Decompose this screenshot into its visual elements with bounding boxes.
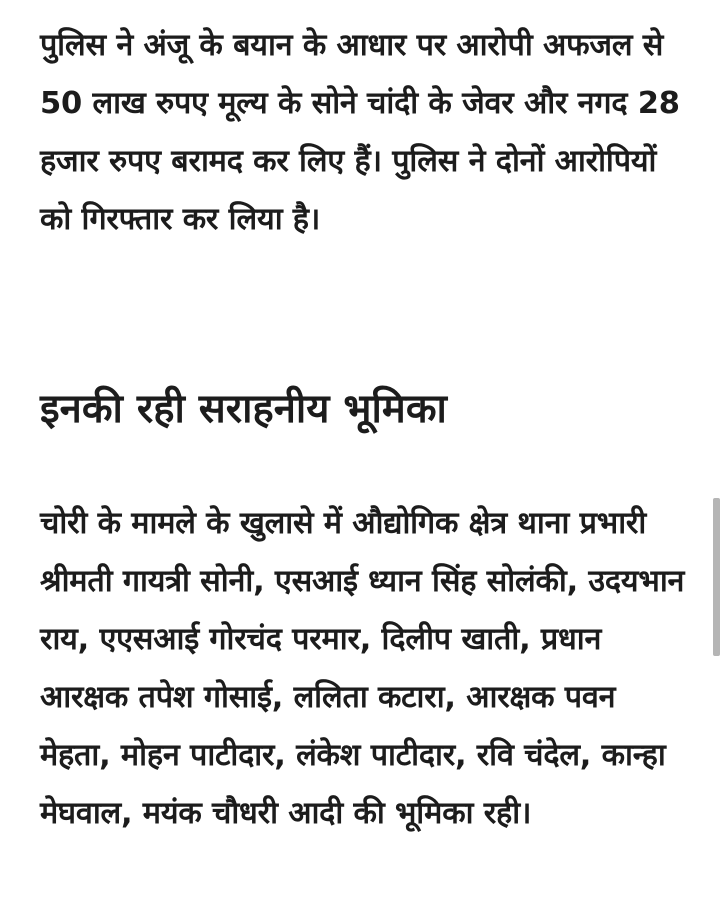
scrollbar-thumb[interactable] (713, 498, 720, 656)
section-heading: इनकी रही सराहनीय भूमिका (40, 386, 447, 432)
article-paragraph-recovery: पुलिस ने अंजू के बयान के आधार पर आरोपी अफजल से 50 लाख रुपए मूल्य के सोने चांदी के जेवर और नगद 28 हजार रुपए बरामद कर लिए हैं। पुलिस ने दोनों आरोपियों को गिरफ्तार कर लिया है। (40, 28, 680, 237)
article-paragraph-credits: चोरी के मामले के खुलासे में औद्योगिक क्षेत्र थाना प्रभारी श्रीमती गायत्री सोनी, एसआई ध्यान सिंह सोलंकी, उदयभान राय, एएसआई गोरचंद परमार, दिलीप खाती, प्रधान आरक्षक तपेश गोसाई, ललिता कटारा, आरक्षक पवन मेहता, मोहन पाटीदार, लंकेश पाटीदार, रवि चंदेल, कान्हा मेघवाल, मयंक चौधरी आदी की भूमिका रही। (40, 506, 685, 831)
